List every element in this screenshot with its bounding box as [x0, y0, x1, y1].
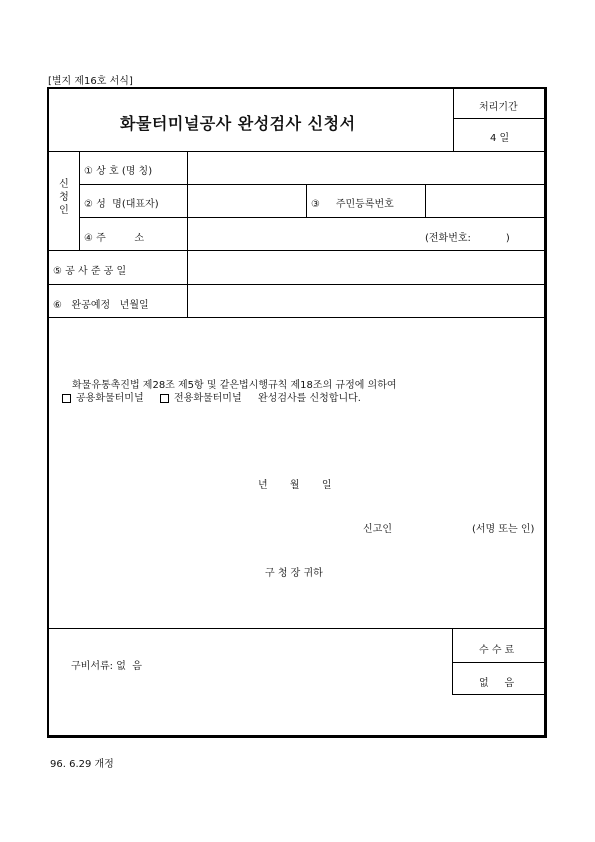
divider — [452, 662, 545, 663]
processing-period-label: 처리기간 — [479, 102, 518, 113]
business-name-label: ① 상 호 (명 칭) — [84, 166, 153, 177]
divider — [49, 250, 545, 251]
fee-value: 없 음 — [479, 678, 515, 689]
resident-number-label: ③ 주민등록번호 — [311, 199, 394, 210]
address-label: ④ 주 소 — [84, 233, 145, 244]
divider — [306, 184, 307, 217]
fee-label: 수 수 료 — [479, 645, 515, 656]
construction-completion-field[interactable] — [189, 252, 544, 283]
private-terminal-label: 전용화물터미널 — [174, 393, 242, 404]
divider — [453, 118, 545, 119]
divider — [452, 694, 545, 695]
processing-period-value: 4 일 — [490, 133, 510, 144]
business-name-field[interactable] — [189, 153, 544, 183]
private-terminal-checkbox[interactable] — [160, 394, 169, 403]
construction-completion-label: ⑤ 공 사 준 공 일 — [53, 266, 127, 277]
divider — [187, 151, 188, 317]
applicant-label: 신 청 인 — [59, 179, 69, 216]
divider — [49, 317, 545, 318]
divider — [453, 89, 454, 151]
statement-tail: 완성검사를 신청합니다. — [258, 393, 361, 404]
name-field[interactable] — [189, 186, 305, 216]
date-line: 년 월 일 — [258, 480, 332, 491]
terminal-type-options — [62, 389, 361, 404]
required-documents: 구비서류: 없 음 — [71, 661, 142, 672]
expected-completion-label: ⑥ 완공예정 년월일 — [53, 300, 149, 311]
divider — [425, 184, 426, 217]
addressee: 구 청 장 귀하 — [265, 568, 323, 579]
divider — [79, 184, 545, 185]
statement-line: 화물유통촉진법 제28조 제5항 및 같은법시행규칙 제18조의 규정에 의하여 — [72, 380, 397, 391]
divider — [79, 217, 545, 218]
signature-note: (서명 또는 인) — [472, 524, 535, 535]
expected-completion-field[interactable] — [189, 286, 544, 316]
divider — [452, 628, 453, 694]
form-title: 화물터미널공사 완성검사 신청서 — [120, 114, 356, 133]
public-terminal-label: 공용화물터미널 — [76, 393, 144, 404]
form-code: [별지 제16호 서식] — [48, 76, 133, 87]
resident-number-field[interactable] — [427, 186, 544, 216]
phone-label: (전화번호: ) — [425, 233, 510, 244]
applicant-signature-label: 신고인 — [363, 524, 392, 535]
divider — [49, 628, 545, 629]
name-label: ② 성 명(대표자) — [84, 199, 159, 210]
public-terminal-checkbox[interactable] — [62, 394, 71, 403]
revision-note: 96. 6.29 개정 — [50, 759, 114, 770]
divider — [79, 151, 80, 250]
divider — [49, 151, 545, 152]
divider — [49, 284, 545, 285]
